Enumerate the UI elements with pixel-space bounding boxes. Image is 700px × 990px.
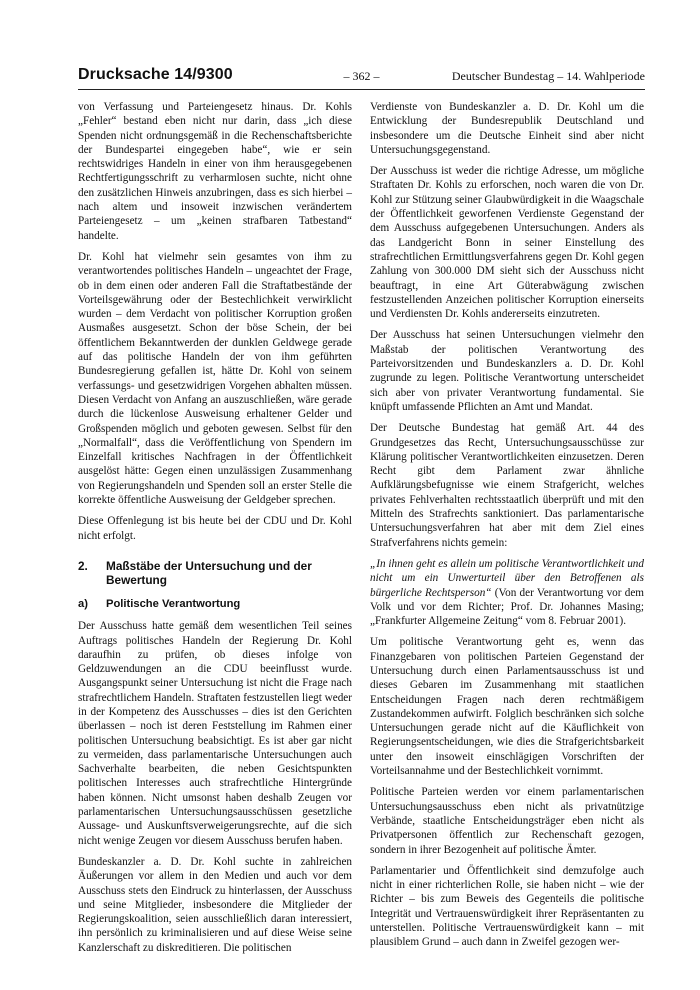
paragraph: Der Ausschuss hatte gemäß dem wesentlichen Teil seines Auftrags politisches Handeln der Regierung Dr. Kohl daraufhin zu prüfen, ob dieses infolge von Geldzuwendungen an die CDU beeinflusst wurde. Ausgangspunkt seiner Untersuchung ist nicht die Frage nach strafrechtlichem Handeln. Straftaten festzustellen liegt weder in der Kompetenz des Ausschusses – dies ist den Gerichten überlassen – noch ist deren Feststellung im Rahmen einer politischen Untersuchung beabsichtigt. Es ist aber gar nicht zu vermeiden, dass parlamentarische Untersuchungen auch Sachverhalte bearbeiten, die neben Gesichtspunkten politischen Interesses auch strafrechtliche Hintergründe haben können. Nicht umsonst haben deshalb Zeugen vor parlamentarischen Untersuchungsausschüssen gesetzliche Aussage- und Auskunftsverweigerungsrechte, auf die sich nicht wenige Zeugen vor diesem Ausschuss berufen haben. <box>78 620 352 847</box>
paragraph: Der Deutsche Bundestag hat gemäß Art. 44 des Grundgesetzes das Recht, Untersuchungsausschüsse zur Klärung politischer Verantwortlichkeiten einzusetzen. Deren Recht gibt dem Parlament zwar ähnliche Aufklärungsbefugnisse wie einem Strafgericht, welches privates Fehlverhalten rechtsstaatlich überprüft und mit den Mitteln des Strafrechts sanktioniert. Das parlamentarische Untersuchungsverfahren hat aber mit dem Ziel eines Strafverfahrens nichts gemein: <box>370 422 644 549</box>
section-number: 2. <box>78 558 88 573</box>
publisher-label: Deutscher Bundestag – 14. Wahlperiode <box>451 69 645 83</box>
block-quote <box>370 557 644 628</box>
paragraph: Bundeskanzler a. D. Dr. Kohl suchte in zahlreichen Äußerungen vor allem in den Medien und auch vor dem Ausschuss stets den Eindruck zu hinterlassen, der Ausschuss und seine Mitglieder, insbesondere die Mitglieder der Regierungskoalition, seien ausschließlich daran interessiert, ihn persönlich zu kriminalisieren und auf diese Weise seine Kanzlerschaft zu diskreditieren. Die politischen <box>78 855 352 954</box>
right-column <box>370 100 644 957</box>
paragraph: Parlamentarier und Öffentlichkeit sind demzufolge auch nicht in einer richterlichen Rolle, sie haben nicht – wie der Richter – bis zum Beweis des Gegenteils die politische Integrität und Vertrauenswürdigkeit ihrer Repräsentanten zu unterstellen. Politische Vertrauenswürdigkeit kann – mit plausiblem Grund – auch dann in Zweifel gezogen wer- <box>370 864 644 949</box>
quote-source: (Von der Verantwortung vor dem Volk und vor dem Richter; Prof. Dr. Johannes Masing; „Frankfurter Allgemeine Zeitung“ vom 8. Februar 2001). <box>370 586 644 628</box>
page-number: – 362 – <box>343 69 380 83</box>
paragraph: Dr. Kohl hat vielmehr sein gesamtes von ihm zu verantwortendes politisches Handeln – ungeachtet der Frage, ob in dem einen oder anderen Fall die Straftatbestände der Vorteilsgewährung oder der Bestechlichkeit verwirklicht wurden – dem Verdacht von politischer Korruption großen Ausmaßes ausgesetzt. Schon der böse Schein, der bei öffentlichem Bekanntwerden der dunklen Geldwege gerade auf das politische Handeln der von ihm geführten Bundesregierung gefallen ist, hätte Dr. Kohl von seinem verfassungs- und gesetzwidrigen Vorgehen abhalten müssen. Diesen Verdacht von Anfang an auszuschließen, wäre gerade durch die lückenlose Ausweisung erhaltener Gelder und Großspenden möglich und geboten gewesen. Selbst für den „Normalfall“, dass die Veröffentlichung von Spendern im Einzelfall kritisches Nachfragen in der Öffentlichkeit ausgelöst hätte: Gegen einen unzulässigen Zusammenhang von Regierungshandeln und Spenden soll an erster Stelle die korrekte öffentliche Ausweisung der Geldgeber sprechen. <box>78 250 352 507</box>
section-heading <box>78 559 352 587</box>
paragraph: Um politische Verantwortung geht es, wenn das Finanzgebaren von politischen Parteien Gegenstand der Untersuchung durch einen Parlamentsausschuss ist und dieses Gebaren im Zusammenhang mit staatlichen Entscheidungen Fragen nach deren rechtmäßigem Zustandekommen aufwirft. Folglich beschränken sich solche Untersuchungen gerade nicht auf die Käuflichkeit von Regierungsentscheidungen, wie dies die Strafgerichtsbarkeit unter den insoweit einschlägigen Vorschriften der Vorteilsannahme und der Bestechlichkeit vornimmt. <box>370 636 644 778</box>
paragraph: Der Ausschuss hat seinen Untersuchungen vielmehr den Maßstab der politischen Verantwortung des Parteivorsitzenden und Bundeskanzlers a. D. Dr. Kohl zugrunde zu legen. Politische Verantwortung unterscheidet sich aber von privater Verantwortung fundamental. Sie knüpft umfassende Pflichten an Amt und Mandat. <box>370 329 644 413</box>
subsection-number: a) <box>78 597 88 610</box>
subsection-title: Politische Verantwortung <box>106 597 241 610</box>
subsection-heading <box>78 597 352 611</box>
quote-text: „In ihnen geht es allein um politische Verantwortlichkeit und nicht um ein Unwerturteil über den Betroffenen als bürgerliche Rechtsperson“ <box>370 557 644 599</box>
left-column <box>78 100 352 962</box>
paragraph: von Verfassung und Parteiengesetz hinaus. Dr. Kohls „Fehler“ bestand eben nicht nur darin, dass „ich diese Spenden nicht ordnungsgemäß in die Rechenschaftsberichte der Bundespartei eingegeben habe“, wie er sein rechtswidriges Handeln in einer von ihm herausgegebenen Rechtfertigungsschrift zu verharmlosen suchte, nicht ohne den zusätzlichen Hinweis anzubringen, dass es sich hierbei – nach altem und insoweit inzwischen verändertem Parteiengesetz – um „keinen strafbaren Tatbestand“ handelte. <box>78 101 352 242</box>
header-rule <box>78 89 645 90</box>
page-header <box>78 64 645 86</box>
paragraph: Diese Offenlegung ist bis heute bei der CDU und Dr. Kohl nicht erfolgt. <box>78 515 352 542</box>
document-id: Drucksache 14/9300 <box>78 66 233 83</box>
paragraph: Verdienste von Bundeskanzler a. D. Dr. Kohl um die Entwicklung der Bundesrepublik Deutschland und insbesondere um die Deutsche Einheit sind aber nicht Untersuchungsgegenstand. <box>370 101 644 156</box>
paragraph: Politische Parteien werden vor einem parlamentarischen Untersuchungsausschuss eben nicht als privatnützige Verbände, staatliche Entscheidungsträger eben nicht als Privatpersonen öffentlich zur Rechenschaft gezogen, sondern in ihrer Bezogenheit auf politische Ämter. <box>370 786 644 856</box>
paragraph: Der Ausschuss ist weder die richtige Adresse, um mögliche Straftaten Dr. Kohls zu erforschen, noch waren die von Dr. Kohl zur Stützung seiner Glaubwürdigkeit in die Waagschale der Öffentlichkeit geworfenen Verdienste Gegenstand der dem Ausschuss aufgegebenen Untersuchungen. Anders als das Landgericht Bonn in seiner Einstellung des strafrechtlichen Ermittlungsverfahrens gegen Dr. Kohl gegen Zahlung von 300.000 DM sieht sich der Ausschuss nicht beauftragt, in eine Art Güterabwägung zwischen festzustellenden Anzeichen politischer Korruption einerseits und Verdiensten Dr. Kohls andererseits einzutreten. <box>370 165 644 321</box>
section-title: Maßstäbe der Untersuchung und der Bewertung <box>106 558 312 587</box>
